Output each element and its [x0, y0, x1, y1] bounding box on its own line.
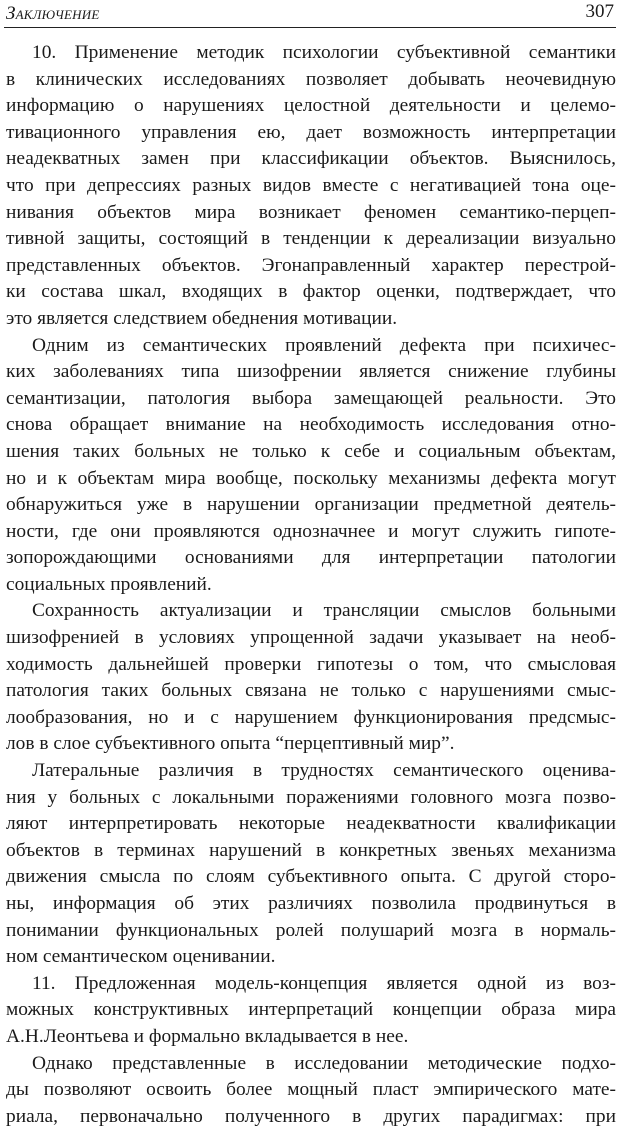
text-line: лов в слое субъективного опыта “перцептивный мир”.: [6, 733, 455, 755]
text-line: Латеральные различия в трудностях семантического оценива-: [32, 760, 616, 782]
text-line: зопорождающими основаниями для интерпретации патологии: [6, 547, 616, 569]
text-line: А.Н.Леонтьева и формально вкладывается в нее.: [6, 1025, 409, 1047]
text-line: информацию о нарушениях целостной деятельности и целемо-: [6, 95, 616, 117]
text-line: представленных объектов. Эгонаправленный характер перестрой-: [6, 254, 616, 276]
text-line: ния у больных с локальными поражениями головного мозга позво-: [6, 786, 616, 808]
text-line: в клинических исследованиях позволяет добывать неочевидную: [6, 68, 616, 90]
text-line: ности, где они проявляются однозначнее и могут служить гипоте-: [6, 520, 616, 542]
running-head: [4, 0, 616, 26]
text-line: шизофренией в условиях упрощенной задачи указывает на необ-: [6, 627, 616, 649]
header-rule: [4, 27, 616, 28]
text-line: ном семантическом оценивании.: [6, 946, 276, 968]
text-line: ды позволяют освоить более мощный пласт эмпирического мате-: [6, 1079, 616, 1101]
page-number: 307: [585, 1, 614, 22]
body-text: [6, 40, 616, 1130]
text-line: но и к объектам мира вообще, поскольку механизмы дефекта могут: [6, 467, 616, 489]
text-line: понимании функциональных ролей полушарий мозга в нормаль-: [6, 919, 616, 941]
text-line: ляют интерпретировать некоторые неадекватности квалификации: [6, 813, 616, 835]
text-line: социальных проявлений.: [6, 573, 212, 595]
text-line: лообразования, но и с нарушением функционирования предсмыс-: [6, 706, 616, 728]
text-line: нивания объектов мира возникает феномен семантико-перцеп-: [6, 201, 616, 223]
text-line: обнаружиться уже в нарушении организации предметной деятель-: [6, 494, 616, 516]
text-line: ких заболеваниях типа шизофрении является снижение глубины: [6, 361, 616, 383]
text-line: тивационного управления ею, дает возможность интерпретации: [6, 121, 616, 143]
text-line: Одним из семантических проявлений дефекта при психичес-: [32, 334, 616, 356]
text-line: ходимость дальнейшей проверки гипотезы о том, что смысловая: [6, 653, 616, 675]
text-line: семантизации, патология выбора замещающей реальности. Это: [6, 387, 616, 409]
text-line: что при депрессиях разных видов вместе с негативацией тона оце-: [6, 174, 616, 196]
text-line: патология таких больных связана не только с нарушениями смыс-: [6, 680, 616, 702]
text-line: Однако представленные в исследовании методические подхо-: [32, 1052, 616, 1074]
text-line: неадекватных замен при классификации объектов. Выяснилось,: [6, 148, 616, 170]
running-head-title: Заключение: [6, 3, 100, 24]
text-line: движения смысла по слоям субъективного опыта. С другой сторо-: [6, 866, 616, 888]
text-line: ки состава шкал, входящих в фактор оценки, подтверждает, что: [6, 281, 616, 303]
text-line: 11. Предложенная модель-концепция является одной из воз-: [32, 972, 616, 994]
text-line: ны, информация об этих различиях позволила продвинуться в: [6, 893, 616, 914]
text-line: 10. Применение методик психологии субъективной семантики: [32, 42, 616, 63]
text-line: шения таких больных не только к себе и социальным объектам,: [6, 440, 616, 462]
text-line: риала, первоначально полученного в других парадигмах: при: [6, 1105, 616, 1127]
text-line: снова обращает внимание на необходимость исследования отно-: [6, 414, 616, 436]
text-line: объектов в терминах нарушений в конкретных звеньях механизма: [6, 839, 616, 861]
text-line: тивной защиты, состоящий в тенденции к дереализации визуально: [6, 228, 616, 250]
text-line: это является следствием обеднения мотивации.: [6, 307, 398, 329]
text-line: Сохранность актуализации и трансляции смыслов больными: [32, 600, 616, 622]
text-line: можных конструктивных интерпретаций концепции образа мира: [6, 999, 616, 1021]
